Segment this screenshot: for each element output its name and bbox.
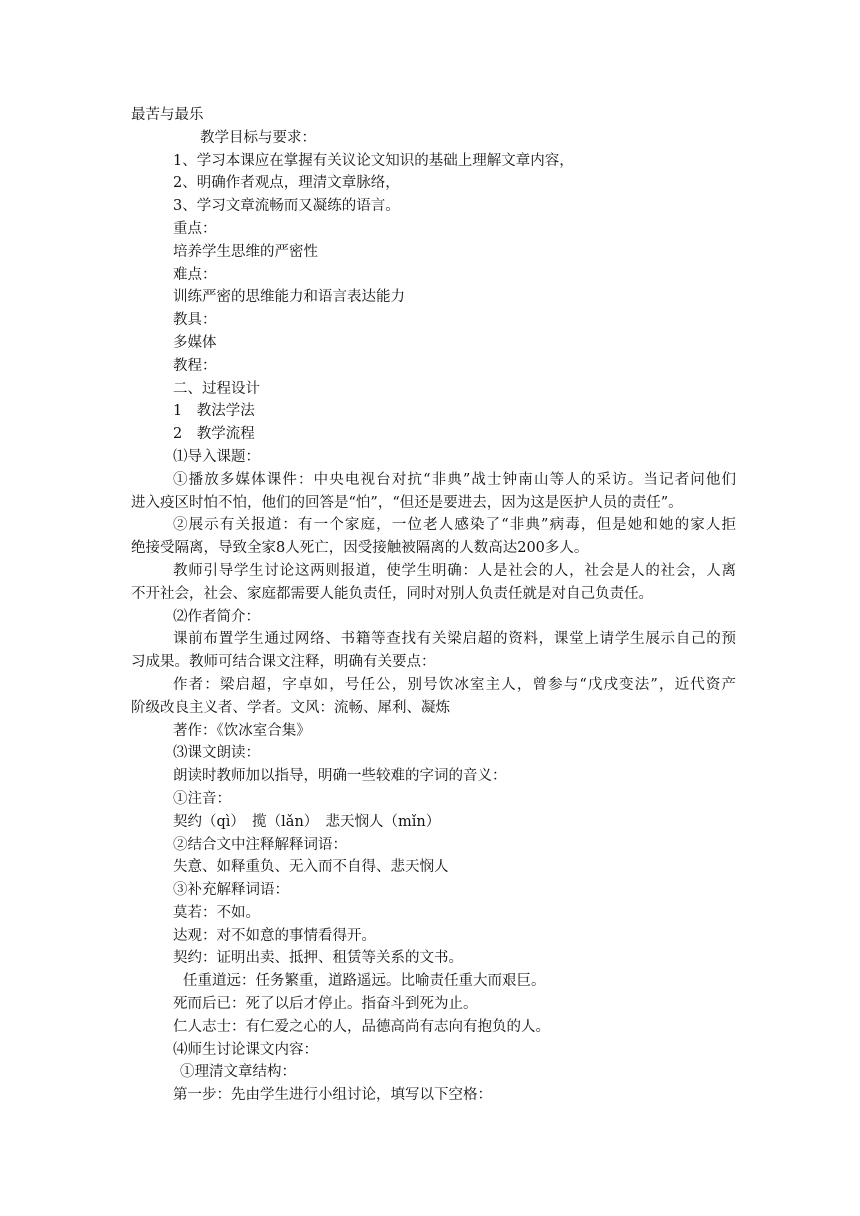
text-line: 失意、如释重负、无入而不自得、悲天悯人 (173, 859, 449, 876)
text-line: ⑵作者简介： (173, 608, 260, 625)
text-line: 培养学生思维的严密性 (173, 243, 318, 260)
document-body (131, 104, 736, 1107)
text-line: ②展示有关报道：有一个家庭，一位老人感染了“非典”病毒，但是她和她的家人拒 (173, 517, 736, 534)
text-line: 重点： (173, 220, 217, 237)
text-line: 契约（qì） 揽（lǎn） 悲天悯人（mǐn） (173, 813, 441, 830)
text-line: 难点： (173, 266, 217, 283)
text-line: 训练严密的思维能力和语言表达能力 (173, 289, 405, 306)
text-line: 不开社会，社会、家庭都需要人能负责任，同时对别人负责任就是对自己负责任。 (131, 585, 653, 602)
text-line: 1 教法学法 (173, 403, 255, 420)
text-line: 教程： (173, 357, 217, 374)
text-line: 绝接受隔离，导致全家8人死亡，因受接触被隔离的人数高达200多人。 (131, 540, 589, 557)
text-line: 朗读时教师加以指导，明确一些较难的字词的音义： (173, 768, 507, 785)
text-line: ⑶课文朗读： (173, 745, 260, 762)
text-line: 3、学习文章流畅而又凝练的语言。 (173, 198, 400, 215)
text-line: ⑷师生讨论课文内容： (173, 1041, 318, 1058)
text-line: 契约：证明出卖、抵押、租赁等关系的文书。 (173, 950, 463, 967)
text-line: 第一步：先由学生进行小组讨论，填写以下空格： (173, 1087, 492, 1104)
text-line: 课前布置学生通过网络、书籍等查找有关梁启超的资料，课堂上请学生展示自己的预 (173, 631, 736, 648)
text-line: 2、明确作者观点，理清文章脉络， (173, 175, 400, 192)
text-line: ①理清文章结构： (180, 1064, 296, 1081)
text-line: 死而后已：死了以后才停止。指奋斗到死为止。 (173, 996, 478, 1013)
text-line: ⑴导入课题： (173, 448, 260, 465)
text-line: 教具： (173, 312, 217, 329)
text-line: 作者：梁启超，字卓如，号任公，别号饮冰室主人，曾参与“戊戌变法”，近代资产 (173, 676, 736, 693)
text-line: ①注音： (173, 790, 231, 807)
text-line: 任重道远：任务繁重，道路遥远。比喻责任重大而艰巨。 (183, 973, 546, 990)
text-line: 教学目标与要求： (200, 129, 316, 146)
document-title: 最苦与最乐 (131, 107, 204, 123)
text-line: 莫若：不如。 (173, 904, 260, 921)
text-line: 2 教学流程 (173, 426, 255, 443)
text-line: ②结合文中注释解释词语： (173, 836, 347, 853)
text-line: 多媒体 (173, 334, 217, 351)
text-line: 习成果。教师可结合课文注释，明确有关要点： (131, 654, 436, 671)
text-line: 二、过程设计 (173, 380, 260, 397)
text-line: 阶级改良主义者、学者。文风：流畅、犀利、凝炼 (131, 699, 450, 716)
text-line: 仁人志士：有仁爱之心的人，品德高尚有志向有抱负的人。 (173, 1018, 550, 1035)
text-line: 教师引导学生讨论这两则报道，使学生明确：人是社会的人，社会是人的社会，人离 (173, 562, 736, 579)
text-line: 达观：对不如意的事情看得开。 (173, 927, 376, 944)
text-line: 进入疫区时怕不怕，他们的回答是“怕”，“但还是要进去，因为这是医护人员的责任”。 (131, 494, 683, 511)
text-line: ①播放多媒体课件：中央电视台对抗“非典”战士钟南山等人的采访。当记者问他们 (173, 471, 736, 488)
text-line: ③补充解释词语： (173, 882, 289, 899)
text-line: 1、学习本课应在掌握有关议论文知识的基础上理解文章内容， (173, 152, 574, 169)
text-line: 著作：《饮冰室合集》 (173, 722, 311, 739)
